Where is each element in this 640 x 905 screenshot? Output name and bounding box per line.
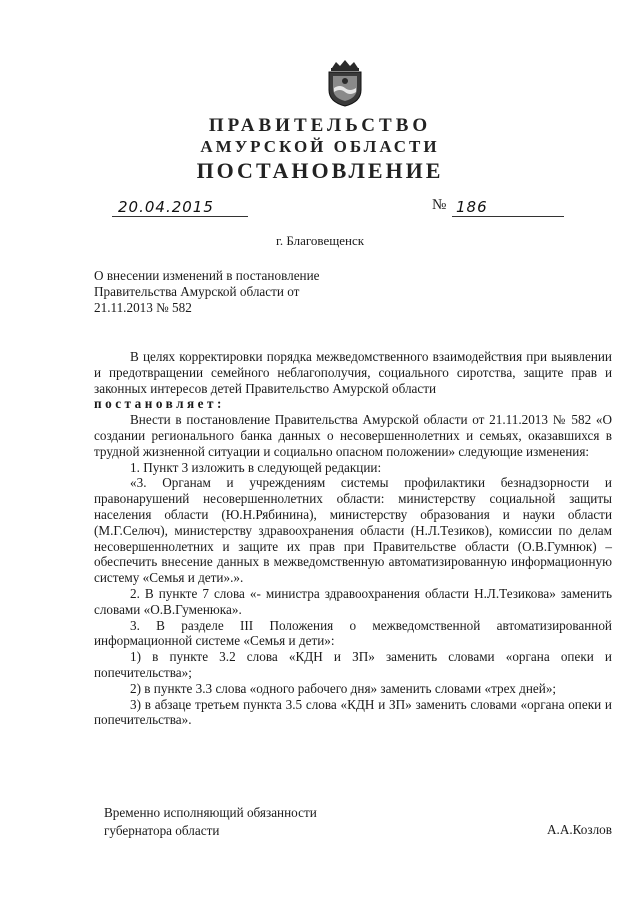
region-title: АМУРСКОЙ ОБЛАСТИ: [200, 137, 440, 156]
paragraph-subitem-2: 2) в пункте 3.3 слова «одного рабочего дня» заменить словами «трех дней»;: [130, 680, 557, 696]
date-field: [112, 196, 248, 217]
handwritten-date: 20.04.2015: [118, 198, 214, 216]
paragraph-subitem-3: 3) в абзаце третьем пункта 3.5 слова «КДН и ЗП» заменить словами «органа опеки и попечительства».: [94, 696, 612, 728]
signatory-position-line2: губернатора области: [104, 823, 220, 838]
government-title: ПРАВИТЕЛЬСТВО: [208, 115, 432, 136]
paragraph-main: Внести в постановление Правительства Амурской области от 21.11.2013 № 582 «О создании регионального банка данных о несовершеннолетних и семьях, оказавшихся в трудной жизненной ситуации и социально опасном положении» следующие изменения:: [94, 412, 612, 459]
paragraph-item-1: 1. Пункт 3 изложить в следующей редакции:: [130, 459, 382, 475]
paragraph-item-2: 2. В пункте 7 слова «- министра здравоохранения области Н.Л.Тезикова» заменить словами «О.В.Гуменюка».: [94, 585, 612, 617]
signatory-position: [104, 804, 364, 840]
document-body: [94, 349, 612, 728]
number-field: [452, 196, 564, 217]
signatory-position-line1: Временно исполняющий обязанности: [104, 805, 317, 820]
document-type-title: ПОСТАНОВЛЕНИЕ: [196, 158, 444, 183]
coat-of-arms-icon: [324, 58, 366, 108]
number-sign: №: [432, 197, 447, 213]
paragraph-preamble: В целях корректировки порядка межведомственного взаимодействия при выявлении и предотвращении семейного неблагополучия, социального сиротства, защите прав и законных интересов детей Правительство Амурской области: [94, 349, 612, 396]
resolves-heading: постановляет:: [94, 396, 225, 412]
paragraph-item-1-text: «3. Органам и учреждениям системы профилактики безнадзорности и правонарушений несовершеннолетних области: министерству социальной защиты населения области (Ю.Н.Рябинина), министерству образования и науки области (М.Г.Селюч), министерству здравоохранения области (Н.Л.Тезиков), комиссии по делам несовершеннолетних и защите их прав при Правительстве области (О.В.Гумнюк) – обеспечить внесение данных в межведомственную автоматизированную информационную систему «Семья и дети».».: [94, 475, 612, 586]
handwritten-number: 186: [456, 198, 488, 216]
document-subject: О внесении изменений в постановление Правительства Амурской области от 21.11.2013 № 582: [94, 268, 320, 315]
signatory-name: А.А.Козлов: [547, 822, 612, 837]
city-label: г. Благовещенск: [275, 233, 365, 248]
paragraph-subitem-1: 1) в пункте 3.2 слова «КДН и ЗП» заменить словами «органа опеки и попечительства»;: [94, 649, 612, 680]
paragraph-item-3: 3. В разделе III Положения о межведомственной автоматизированной информационной системе «Семья и дети»:: [94, 617, 612, 649]
